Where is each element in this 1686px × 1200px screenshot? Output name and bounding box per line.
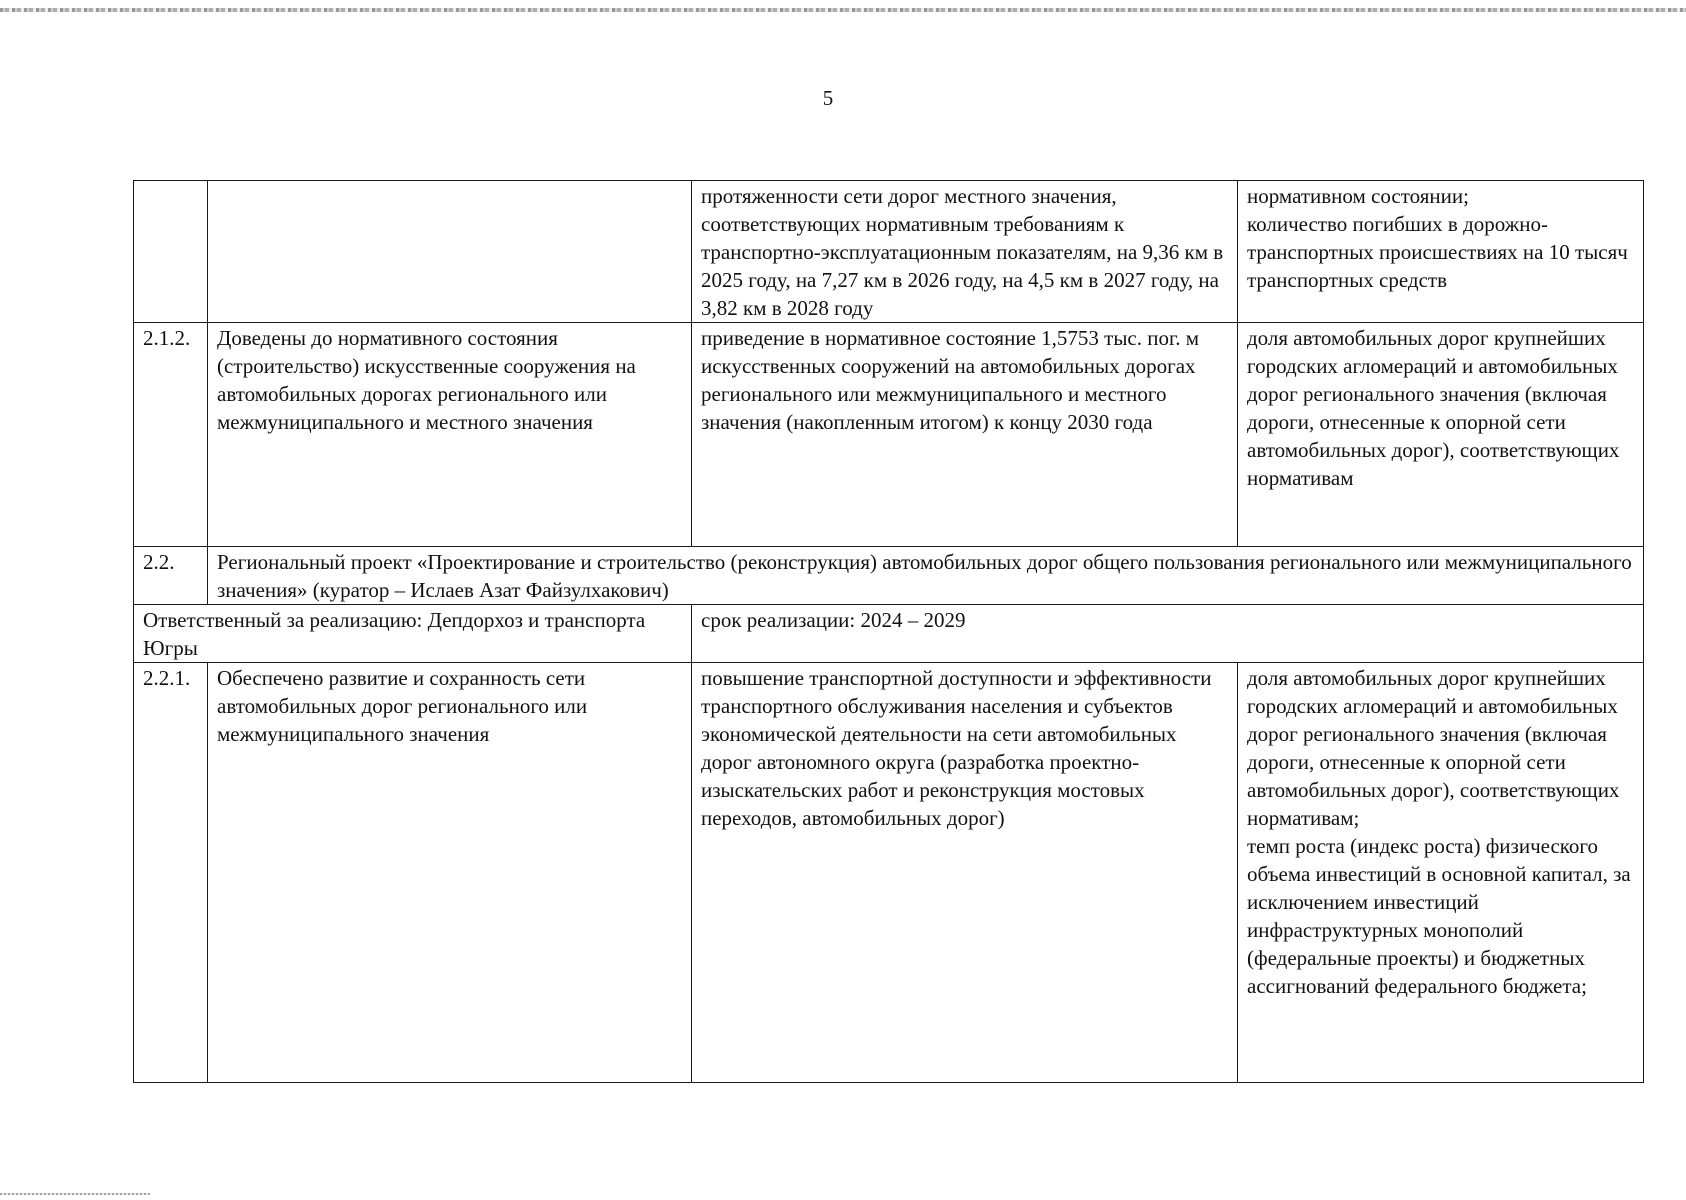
task-cell: Обеспечено развитие и сохранность сети автомобильных дорог регионального или межмуниципального значения	[208, 663, 692, 1083]
responsible-cell: Ответственный за реализацию: Депдорхоз и транспорта Югры	[134, 605, 692, 663]
indicators-cell: доля автомобильных дорог крупнейших городских агломераций и автомобильных дорог регионального значения (включая дороги, отнесенные к опорной сети автомобильных дорог), соответствующих нормативам	[1238, 323, 1644, 547]
description-cell: приведение в нормативное состояние 1,5753 тыс. пог. м искусственных сооружений на автомобильных дорогах регионального или межмуниципального и местного значения (накопленным итогом) к концу 2030 года	[692, 323, 1238, 547]
term-cell: срок реализации: 2024 – 2029	[692, 605, 1644, 663]
description-cell: протяженности сети дорог местного значения, соответствующих нормативным требованиям к транспортно-эксплуатационным показателям, на 9,36 км в 2025 году, на 7,27 км в 2026 году, на 4,5 км в 2027 году, на 3,82 км в 2028 году	[692, 181, 1238, 323]
table-row	[134, 663, 1644, 1083]
description-cell: повышение транспортной доступности и эффективности транспортного обслуживания населения и субъектов экономической деятельности на сети автомобильных дорог автономного округа (разработка проектно-изыскательских работ и реконструкция мостовых переходов, автомобильных дорог)	[692, 663, 1238, 1083]
task-cell	[208, 181, 692, 323]
task-cell: Доведены до нормативного состояния (строительство) искусственные сооружения на автомобильных дорогах регионального или межмуниципального и местного значения	[208, 323, 692, 547]
row-number-cell	[134, 181, 208, 323]
project-row	[134, 547, 1644, 605]
scan-bottom-mark	[0, 1193, 150, 1195]
indicators-cell: доля автомобильных дорог крупнейших городских агломераций и автомобильных дорог регионального значения (включая дороги, отнесенные к опорной сети автомобильных дорог), соответствующих нормативам; темп роста (индекс роста) физического объема инвестиций в основной капитал, за исключением инвестиций инфраструктурных монополий (федеральные проекты) и бюджетных ассигнований федерального бюджета;	[1238, 663, 1644, 1083]
indicators-cell: нормативном состоянии; количество погибших в дорожно-транспортных происшествиях на 10 тысяч транспортных средств	[1238, 181, 1644, 323]
responsible-row	[134, 605, 1644, 663]
measures-table	[133, 180, 1644, 1083]
row-number-cell: 2.2.1.	[134, 663, 208, 1083]
project-title-cell: Региональный проект «Проектирование и строительство (реконструкция) автомобильных дорог общего пользования регионального или межмуниципального значения» (куратор – Ислаев Азат Файзулхакович)	[208, 547, 1644, 605]
page-number: 5	[822, 86, 834, 110]
project-number-cell: 2.2.	[134, 547, 208, 605]
scan-edge-noise	[0, 8, 1686, 12]
table-row	[134, 323, 1644, 547]
table-row	[134, 181, 1644, 323]
row-number-cell: 2.1.2.	[134, 323, 208, 547]
